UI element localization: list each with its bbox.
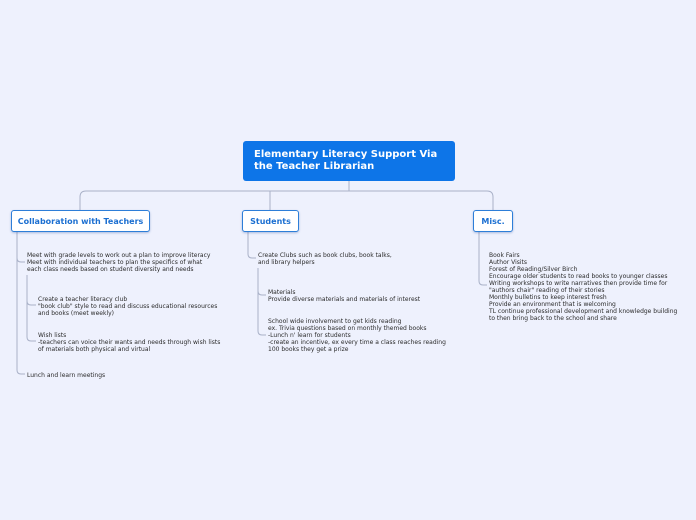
connector-c1-c1a <box>27 275 36 305</box>
branch-label: Misc. <box>481 216 505 226</box>
branch-collaboration-with-teachers[interactable] <box>11 210 150 232</box>
connector-c1-c1b <box>27 301 36 341</box>
topic-lunch-and-learn[interactable]: Lunch and learn meetings <box>27 372 106 379</box>
root-topic-title: Elementary Literacy Support Via the Teacher Librarian <box>254 149 438 172</box>
connector-collab-c2 <box>17 258 25 374</box>
topic-teacher-literacy-club[interactable]: Create a teacher literacy club "book club" style to read and discuss educational resources and books (meet weekly) <box>38 296 218 317</box>
branch-misc[interactable] <box>473 210 513 232</box>
connector-root-collab <box>80 191 349 210</box>
connector-s1-s1b <box>258 291 266 335</box>
root-topic[interactable] <box>243 141 455 181</box>
connector-misc-m1 <box>479 232 487 285</box>
topic-misc-list[interactable]: Book Fairs Author Visits Forest of Reading/Silver Birch Encourage older students to read books to younger classes Writing workshops to write narratives then provide time for "authors chair" reading of their stories Monthly bulletins to keep interest fresh Provide an environment that is welcoming TL continue professional development and knowledge building to then bring back to the school and share <box>489 252 678 322</box>
topic-materials[interactable]: Materials Provide diverse materials and materials of interest <box>268 289 421 303</box>
branch-label: Students <box>250 216 291 226</box>
connector-students-s1 <box>248 232 256 258</box>
topic-school-wide-involvement[interactable]: School wide involvement to get kids reading ex. Trivia questions based on monthly themed books -Lunch n' learn for students -create an incentive, ex every time a class reaches reading 100 books they get a prize <box>268 318 446 353</box>
topic-wish-lists[interactable]: Wish lists -teachers can voice their wants and needs through wish lists of materials both physical and virtual <box>38 332 221 353</box>
topic-create-clubs[interactable]: Create Clubs such as book clubs, book talks, and library helpers <box>258 252 392 266</box>
connector-collab-c1 <box>17 232 25 262</box>
connector-s1-s1a <box>258 268 266 295</box>
branch-students[interactable] <box>242 210 299 232</box>
topic-grade-level-meetings[interactable]: Meet with grade levels to work out a plan to improve literacy Meet with individual teachers to plan the specifics of what each class needs based on student diversity and needs <box>27 252 211 273</box>
branch-label: Collaboration with Teachers <box>17 216 144 226</box>
connector-root-misc <box>349 191 493 210</box>
